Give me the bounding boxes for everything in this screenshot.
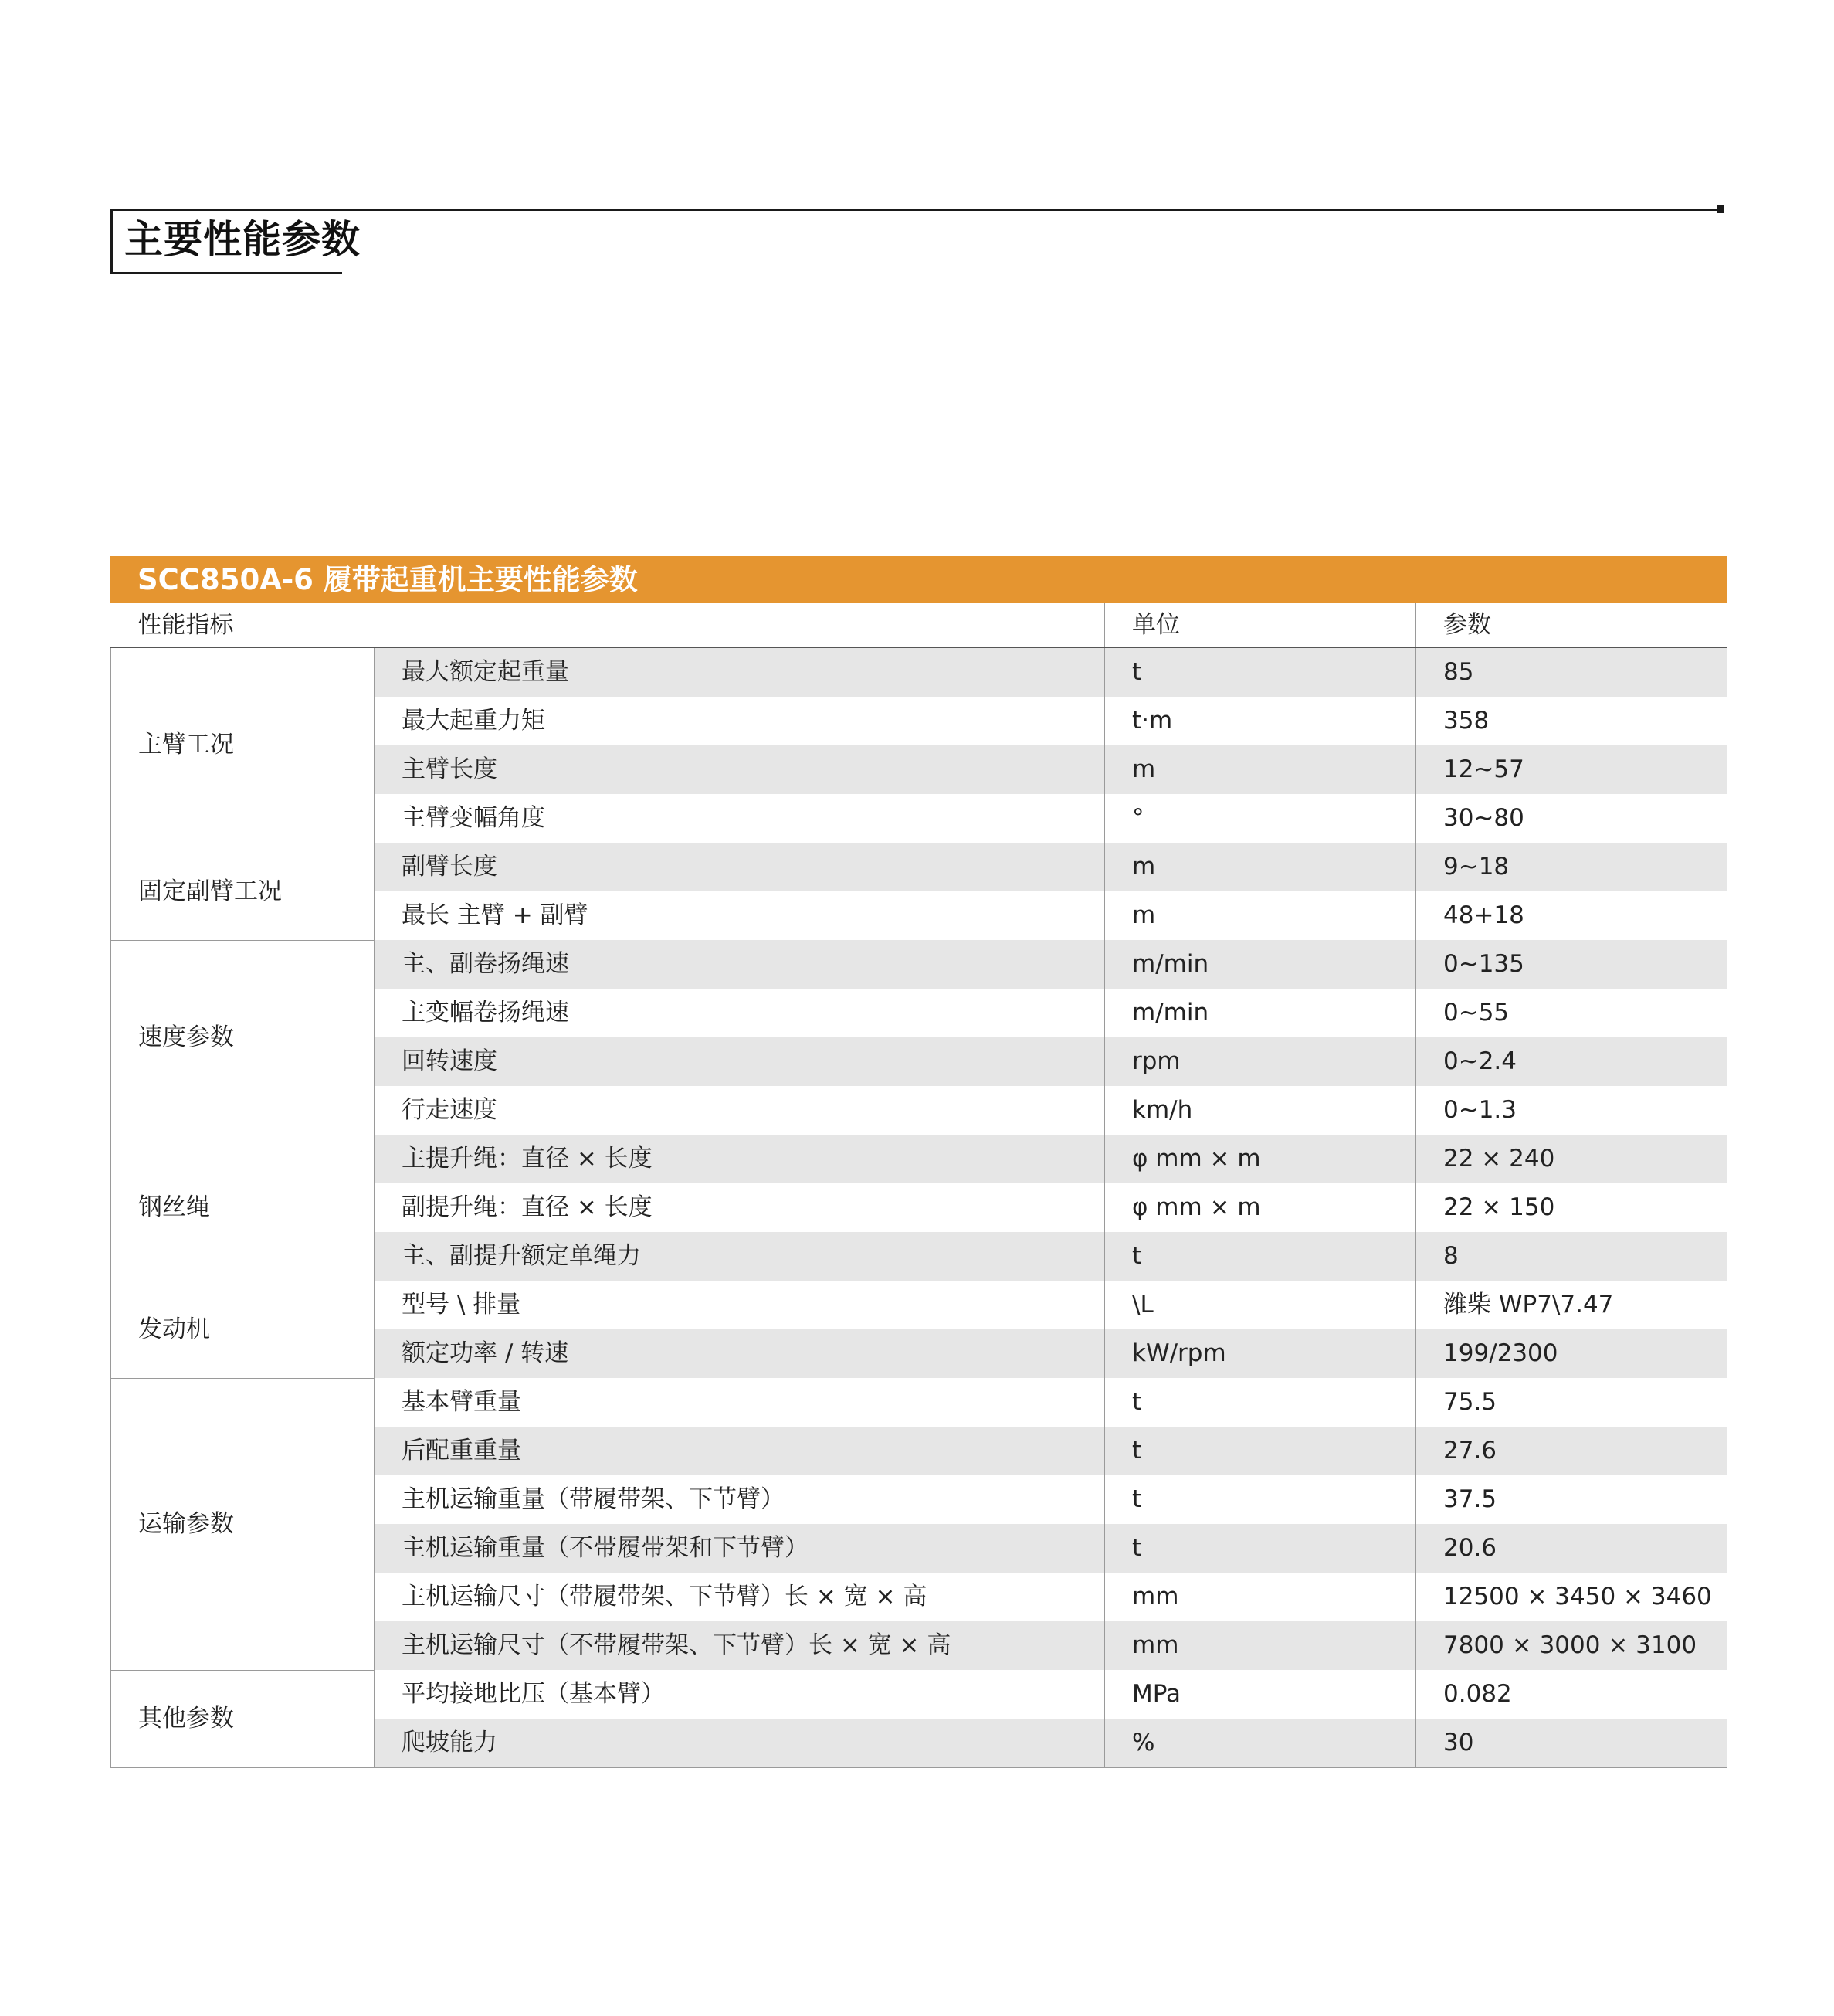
value-cell: 22 × 240 xyxy=(1416,1135,1727,1183)
item-cell: 平均接地比压（基本臂） xyxy=(375,1670,1105,1719)
header-value: 参数 xyxy=(1416,603,1727,647)
unit-cell: φ mm × m xyxy=(1105,1135,1416,1183)
item-cell: 后配重重量 xyxy=(375,1427,1105,1475)
item-cell: 主提升绳：直径 × 长度 xyxy=(375,1135,1105,1183)
header-indicator: 性能指标 xyxy=(111,603,1105,647)
value-cell: 27.6 xyxy=(1416,1427,1727,1475)
group-label: 速度参数 xyxy=(111,940,375,1135)
unit-cell: t xyxy=(1105,1378,1416,1427)
unit-cell: m/min xyxy=(1105,989,1416,1037)
item-cell: 基本臂重量 xyxy=(375,1378,1105,1427)
item-cell: 最长 主臂 + 副臂 xyxy=(375,891,1105,940)
item-cell: 爬坡能力 xyxy=(375,1719,1105,1768)
unit-cell: m/min xyxy=(1105,940,1416,989)
table-row xyxy=(111,1281,1727,1329)
heading-left-rule xyxy=(110,209,113,274)
table-row xyxy=(111,1670,1727,1719)
value-cell: 30~80 xyxy=(1416,794,1727,843)
unit-cell: t xyxy=(1105,1232,1416,1281)
unit-cell: mm xyxy=(1105,1621,1416,1670)
group-label: 固定副臂工况 xyxy=(111,843,375,940)
value-cell: 30 xyxy=(1416,1719,1727,1768)
spec-table-body xyxy=(111,647,1727,1768)
section-title: 主要性能参数 xyxy=(124,217,361,262)
unit-cell: rpm xyxy=(1105,1037,1416,1086)
unit-cell: m xyxy=(1105,843,1416,891)
item-cell: 最大额定起重量 xyxy=(375,647,1105,697)
value-cell: 0~55 xyxy=(1416,989,1727,1037)
item-cell: 主机运输尺寸（带履带架、下节臂）长 × 宽 × 高 xyxy=(375,1573,1105,1621)
group-label: 其他参数 xyxy=(111,1670,375,1768)
value-cell: 12500 × 3450 × 3460 xyxy=(1416,1573,1727,1621)
item-cell: 回转速度 xyxy=(375,1037,1105,1086)
value-cell: 358 xyxy=(1416,697,1727,745)
value-cell: 37.5 xyxy=(1416,1475,1727,1524)
section-heading xyxy=(110,209,1723,274)
unit-cell: km/h xyxy=(1105,1086,1416,1135)
value-cell: 7800 × 3000 × 3100 xyxy=(1416,1621,1727,1670)
table-row xyxy=(111,940,1727,989)
unit-cell: m xyxy=(1105,891,1416,940)
table-row xyxy=(111,843,1727,891)
value-cell: 0~2.4 xyxy=(1416,1037,1727,1086)
group-label: 钢丝绳 xyxy=(111,1135,375,1281)
unit-cell: t xyxy=(1105,1475,1416,1524)
item-cell: 主机运输重量（不带履带架和下节臂） xyxy=(375,1524,1105,1573)
value-cell: 20.6 xyxy=(1416,1524,1727,1573)
unit-cell: ° xyxy=(1105,794,1416,843)
heading-top-rule xyxy=(110,209,1723,211)
value-cell: 8 xyxy=(1416,1232,1727,1281)
value-cell: 48+18 xyxy=(1416,891,1727,940)
unit-cell: \L xyxy=(1105,1281,1416,1329)
unit-cell: φ mm × m xyxy=(1105,1183,1416,1232)
value-cell: 12~57 xyxy=(1416,745,1727,794)
value-cell: 199/2300 xyxy=(1416,1329,1727,1378)
item-cell: 最大起重力矩 xyxy=(375,697,1105,745)
item-cell: 主臂变幅角度 xyxy=(375,794,1105,843)
item-cell: 主变幅卷扬绳速 xyxy=(375,989,1105,1037)
header-unit: 单位 xyxy=(1105,603,1416,647)
unit-cell: m xyxy=(1105,745,1416,794)
table-title: SCC850A-6 履带起重机主要性能参数 xyxy=(110,556,1727,603)
unit-cell: % xyxy=(1105,1719,1416,1768)
unit-cell: t xyxy=(1105,1524,1416,1573)
value-cell: 75.5 xyxy=(1416,1378,1727,1427)
table-row xyxy=(111,647,1727,697)
item-cell: 额定功率 / 转速 xyxy=(375,1329,1105,1378)
unit-cell: t xyxy=(1105,647,1416,697)
group-label: 运输参数 xyxy=(111,1378,375,1670)
item-cell: 主、副卷扬绳速 xyxy=(375,940,1105,989)
group-label: 发动机 xyxy=(111,1281,375,1378)
unit-cell: kW/rpm xyxy=(1105,1329,1416,1378)
item-cell: 副提升绳：直径 × 长度 xyxy=(375,1183,1105,1232)
unit-cell: t·m xyxy=(1105,697,1416,745)
value-cell: 9~18 xyxy=(1416,843,1727,891)
unit-cell: mm xyxy=(1105,1573,1416,1621)
heading-underline xyxy=(110,272,342,274)
item-cell: 型号 \ 排量 xyxy=(375,1281,1105,1329)
table-row xyxy=(111,1378,1727,1427)
item-cell: 主机运输尺寸（不带履带架、下节臂）长 × 宽 × 高 xyxy=(375,1621,1105,1670)
table-header-row xyxy=(111,603,1727,647)
value-cell: 0.082 xyxy=(1416,1670,1727,1719)
unit-cell: t xyxy=(1105,1427,1416,1475)
value-cell: 22 × 150 xyxy=(1416,1183,1727,1232)
unit-cell: MPa xyxy=(1105,1670,1416,1719)
item-cell: 主机运输重量（带履带架、下节臂） xyxy=(375,1475,1105,1524)
spec-table-container xyxy=(110,556,1727,1768)
value-cell: 0~135 xyxy=(1416,940,1727,989)
value-cell: 潍柴 WP7\7.47 xyxy=(1416,1281,1727,1329)
heading-end-mark xyxy=(1717,205,1724,213)
table-row xyxy=(111,1135,1727,1183)
item-cell: 主、副提升额定单绳力 xyxy=(375,1232,1105,1281)
item-cell: 副臂长度 xyxy=(375,843,1105,891)
group-label: 主臂工况 xyxy=(111,647,375,843)
item-cell: 行走速度 xyxy=(375,1086,1105,1135)
spec-table xyxy=(110,603,1727,1768)
item-cell: 主臂长度 xyxy=(375,745,1105,794)
value-cell: 0~1.3 xyxy=(1416,1086,1727,1135)
value-cell: 85 xyxy=(1416,647,1727,697)
